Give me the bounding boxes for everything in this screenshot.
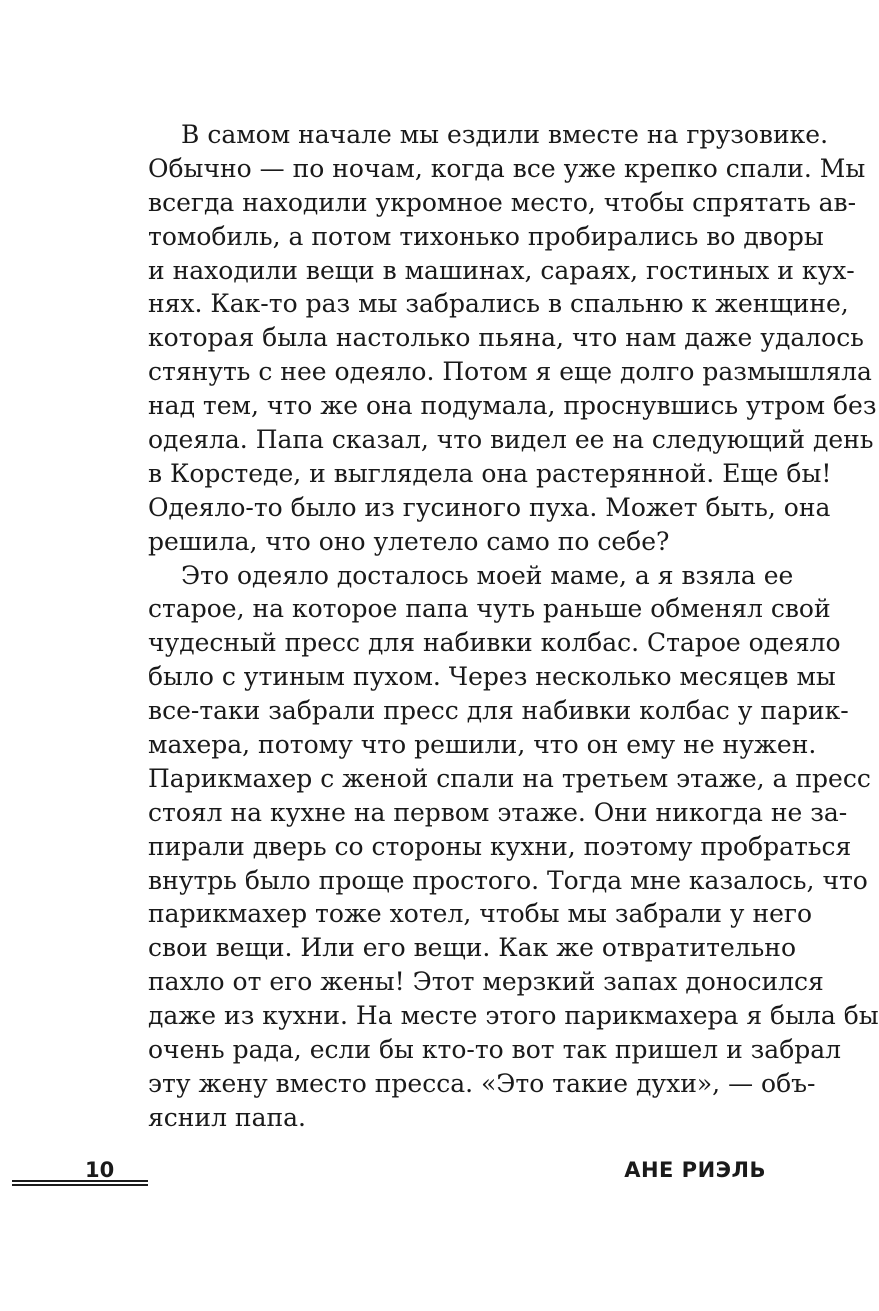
text-line: Парикмахер с женой спали на третьем этаже, а пресс xyxy=(148,763,871,793)
text-line: В самом начале мы ездили вместе на грузовике. xyxy=(181,120,829,149)
page-number: 10 xyxy=(85,1158,115,1182)
text-line: нях. Как-то раз мы забрались в спальню к женщине, xyxy=(148,289,849,319)
text-line: чудесный пресс для набивки колбас. Старое одеяло xyxy=(148,628,841,658)
text-line: все-таки забрали пресс для набивки колбас у парик- xyxy=(148,696,849,726)
text-line: очень рада, если бы кто-то вот так пришел и забрал xyxy=(148,1035,842,1065)
text-line: махера, потому что решили, что он ему не нужен. xyxy=(148,730,817,760)
text-line: которая была настолько пьяна, что нам даже удалось xyxy=(148,323,864,353)
text-line: даже из кухни. На месте этого парикмахера я была бы xyxy=(148,1001,879,1031)
page-footer xyxy=(0,1158,844,1198)
text-line: стянуть с нее одеяло. Потом я еще долго размышляла xyxy=(148,357,872,387)
text-line: томобиль, а потом тихонько пробирались во дворы xyxy=(148,221,824,251)
folio-rule-divider xyxy=(12,1180,148,1186)
text-line: яснил папа. xyxy=(148,1102,307,1132)
text-line: стоял на кухне на первом этаже. Они никогда не за- xyxy=(148,797,848,827)
running-footer-author: АНЕ РИЭЛЬ xyxy=(624,1158,766,1182)
text-line: пахло от его жены! Этот мерзкий запах доносился xyxy=(148,967,824,997)
text-line: одеяла. Папа сказал, что видел ее на следующий день xyxy=(148,425,874,455)
text-line: над тем, что же она подумала, проснувшись утром без xyxy=(148,391,877,421)
text-line: эту жену вместо пресса. «Это такие духи», — объ- xyxy=(148,1068,816,1098)
text-line: Одеяло-то было из гусиного пуха. Может быть, она xyxy=(148,492,831,522)
text-line: парикмахер тоже хотел, чтобы мы забрали у него xyxy=(148,899,813,929)
text-line: всегда находили укромное место, чтобы спрятать ав- xyxy=(148,187,857,217)
text-line: внутрь было проще простого. Тогда мне казалось, что xyxy=(148,865,868,895)
text-line: старое, на которое папа чуть раньше обменял свой xyxy=(148,594,831,624)
text-line: Это одеяло досталось моей маме, а я взяла ее xyxy=(181,560,794,590)
text-line: и находили вещи в машинах, сараях, гостиных и кух- xyxy=(148,255,855,285)
body-text xyxy=(148,118,879,1135)
text-line: свои вещи. Или его вещи. Как же отвратительно xyxy=(148,933,797,963)
text-line: пирали дверь со стороны кухни, поэтому пробраться xyxy=(148,831,852,861)
text-line: было с утиным пухом. Через несколько месяцев мы xyxy=(148,662,836,692)
text-line: Обычно — по ночам, когда все уже крепко спали. Мы xyxy=(148,153,866,183)
text-line: решила, что оно улетело само по себе? xyxy=(148,526,670,556)
text-line: в Корстеде, и выглядела она растерянной. Еще бы! xyxy=(148,458,832,488)
